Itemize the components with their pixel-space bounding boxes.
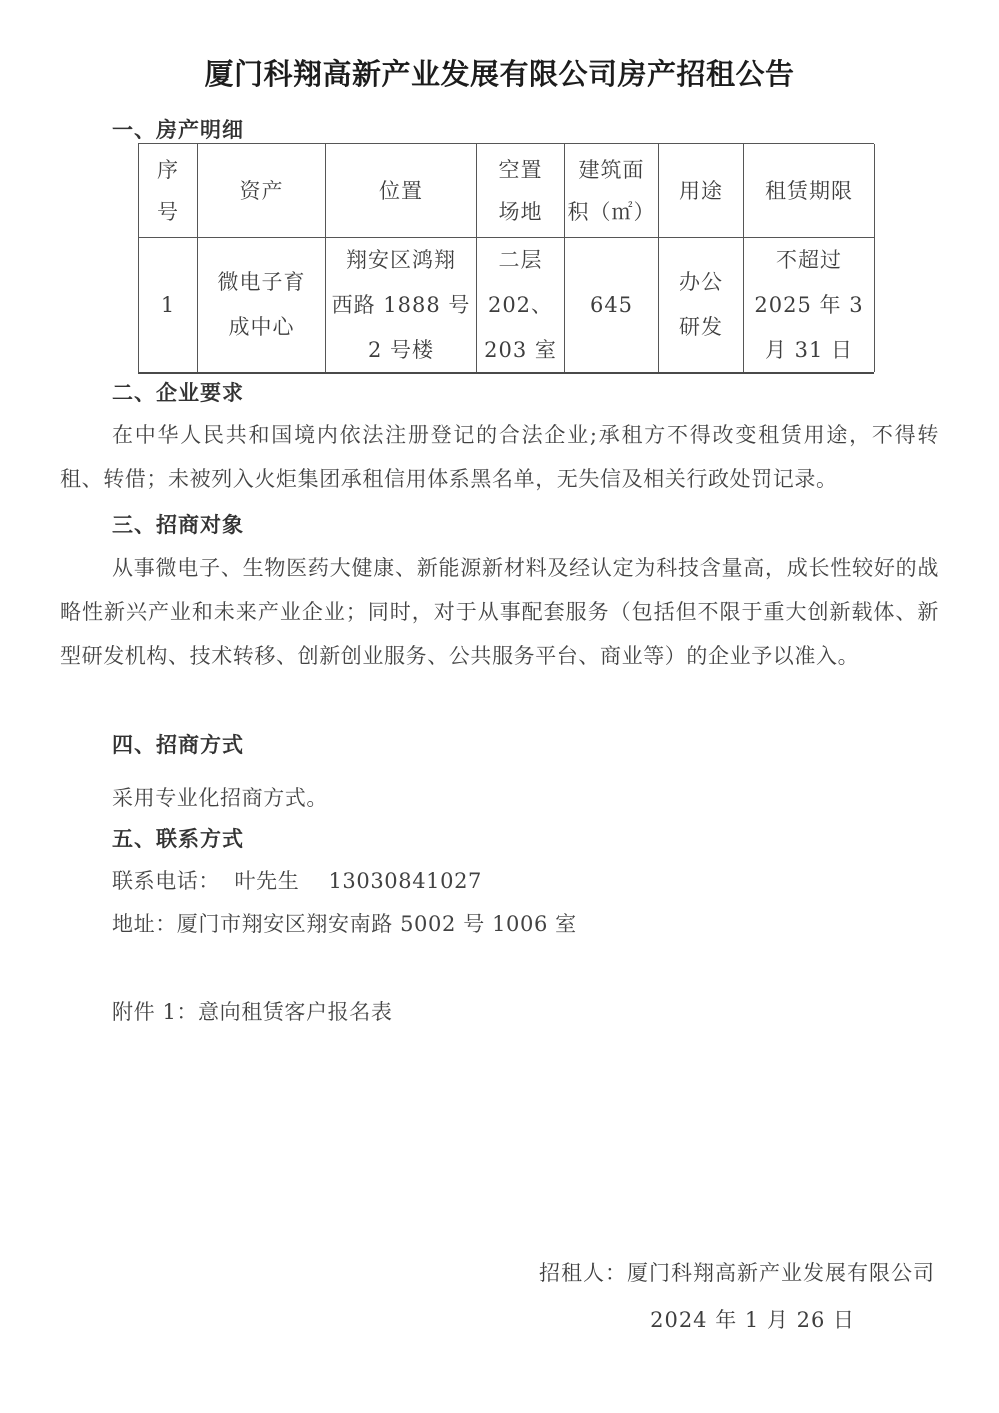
cell-line: 翔安区鸿翔 bbox=[346, 247, 456, 272]
cell-usage bbox=[659, 238, 744, 372]
cell-line: 办公 bbox=[679, 270, 723, 294]
cell-line: 1 bbox=[160, 292, 176, 317]
cell-line: 645 bbox=[589, 292, 634, 317]
header-cell-seq bbox=[139, 144, 198, 238]
header-line: 建筑面 bbox=[578, 157, 645, 182]
cell-line: 2 号楼 bbox=[367, 337, 435, 362]
header-line: 场地 bbox=[498, 199, 543, 224]
cell-seq bbox=[139, 238, 198, 372]
header-cell-asset bbox=[198, 144, 326, 238]
cell-line: 西路 1888 号 bbox=[331, 292, 471, 317]
header-line: 租赁期限 bbox=[765, 178, 853, 203]
property-table-header bbox=[139, 144, 874, 238]
investment-method-paragraph: 采用专业化招商方式。 bbox=[112, 786, 328, 810]
attachment-line: 附件 1：意向租赁客户报名表 bbox=[112, 1000, 393, 1024]
property-table bbox=[138, 143, 874, 374]
cell-line: 研发 bbox=[679, 315, 723, 339]
cell-line: 微电子育 bbox=[217, 270, 306, 294]
header-cell-usage bbox=[659, 144, 744, 238]
section-heading-contact-info: 五、联系方式 bbox=[112, 826, 244, 851]
cell-line: 二层 bbox=[498, 247, 543, 272]
section-heading-property-details: 一、房产明细 bbox=[112, 117, 244, 142]
header-line: 积（㎡） bbox=[567, 199, 656, 224]
section-heading-investment-targets: 三、招商对象 bbox=[112, 512, 244, 537]
cell-line: 203 室 bbox=[484, 337, 557, 362]
document-title: 厦门科翔高新产业发展有限公司房产招租公告 bbox=[204, 57, 795, 91]
enterprise-requirements-paragraph: 在中华人民共和国境内依法注册登记的合法企业;承租方不得改变租赁用途，不得转租、转借；未被列入火炬集团承租信用体系黑名单，无失信及相关行政处罚记录。 bbox=[60, 423, 939, 491]
section-heading-enterprise-requirements: 二、企业要求 bbox=[112, 380, 244, 405]
header-cell-location bbox=[326, 144, 477, 238]
header-cell-lease-term bbox=[744, 144, 875, 238]
header-line: 空置 bbox=[498, 157, 543, 182]
contact-phone-line: 联系电话： 叶先生 13030841027 bbox=[112, 869, 483, 893]
section-heading-investment-method: 四、招商方式 bbox=[112, 732, 244, 757]
cell-area bbox=[565, 238, 659, 372]
header-line: 资产 bbox=[239, 178, 284, 203]
header-line: 位置 bbox=[379, 178, 423, 203]
header-cell-area bbox=[565, 144, 659, 238]
investment-targets-paragraph: 从事微电子、生物医药大健康、新能源新材料及经认定为科技含量高，成长性较好的战略性新兴产业和未来产业企业；同时，对于从事配套服务（包括但不限于重大创新载体、新型研发机构、技术转移、创新创业服务、公共服务平台、商业等）的企业予以准入。 bbox=[60, 556, 939, 668]
cell-line: 月 31 日 bbox=[764, 337, 854, 362]
header-cell-vacant-space bbox=[477, 144, 565, 238]
document-date: 2024 年 1 月 26 日 bbox=[650, 1308, 855, 1332]
cell-line: 不超过 bbox=[776, 247, 842, 272]
property-table-body bbox=[139, 238, 874, 372]
cell-line: 成中心 bbox=[228, 315, 295, 339]
cell-line: 2025 年 3 bbox=[754, 292, 864, 317]
header-line: 号 bbox=[157, 199, 179, 224]
cell-asset bbox=[198, 238, 326, 372]
lessor-signature-line: 招租人：厦门科翔高新产业发展有限公司 bbox=[539, 1261, 935, 1285]
header-line: 序 bbox=[157, 157, 179, 182]
table-row bbox=[139, 238, 874, 372]
cell-vacant-space bbox=[477, 238, 565, 372]
header-line: 用途 bbox=[679, 178, 723, 203]
cell-line: 202、 bbox=[487, 292, 554, 317]
cell-lease-term bbox=[744, 238, 875, 372]
table-header-row bbox=[139, 144, 874, 238]
cell-location bbox=[326, 238, 477, 372]
contact-address-line: 地址：厦门市翔安区翔安南路 5002 号 1006 室 bbox=[112, 912, 577, 936]
